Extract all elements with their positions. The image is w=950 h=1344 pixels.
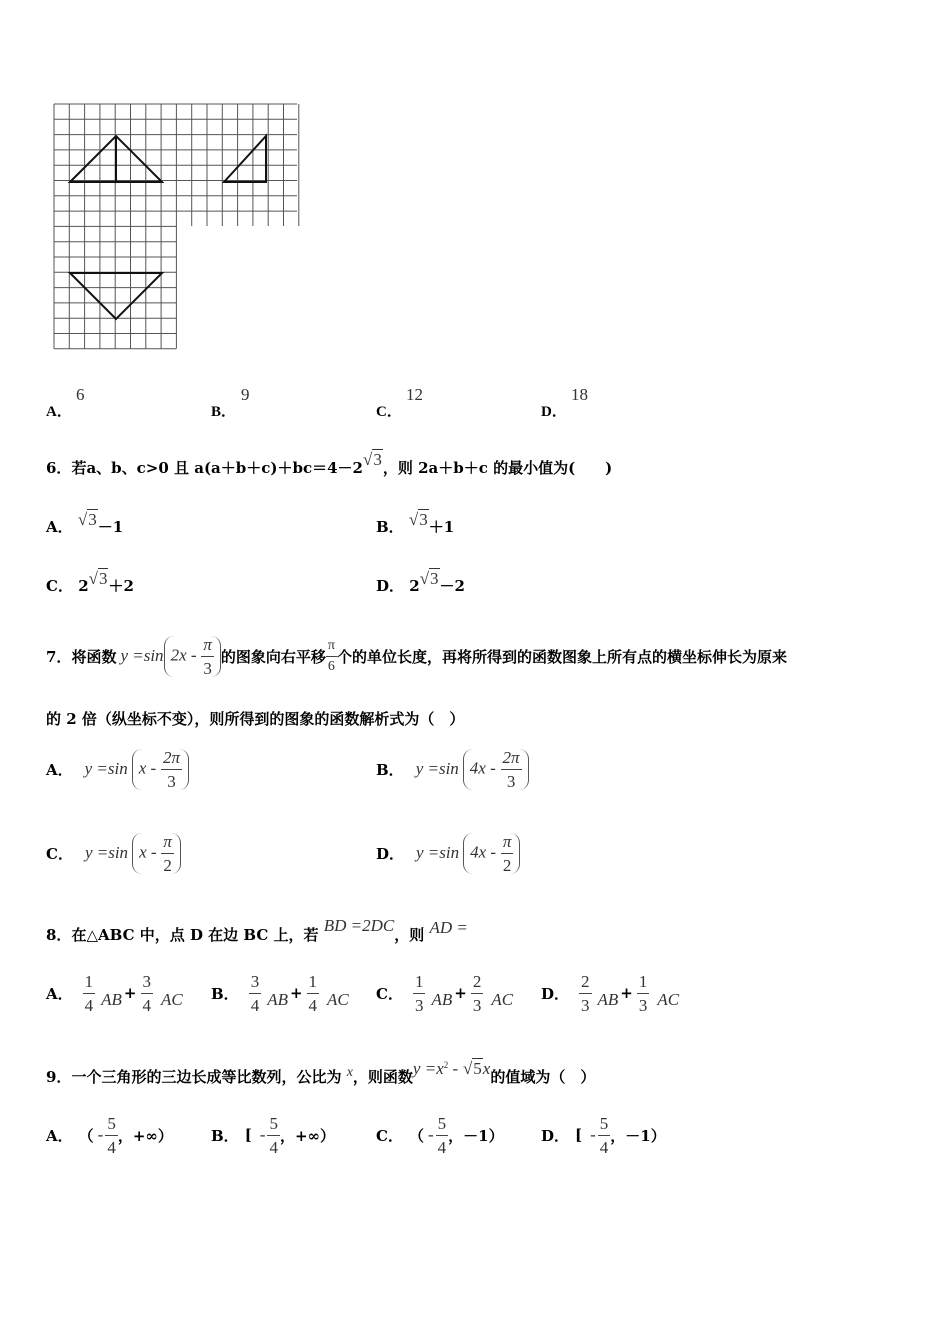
question-8 — [46, 916, 468, 945]
q8-option-c-n1: 1 — [413, 973, 426, 994]
q6-option-d: D． 2√3－2 — [376, 569, 465, 595]
q8-option-a-v2: AC — [161, 990, 183, 1009]
q8-option-b — [211, 968, 349, 1018]
q7-option-b-inner: 4x - — [469, 758, 496, 777]
q6-option-b-rad: 3 — [419, 510, 428, 529]
q7-option-a-prefix: y =sin — [84, 759, 128, 778]
q7-fn-prefix: y =sin — [120, 646, 164, 665]
q8-option-b-label: B． — [211, 984, 239, 1003]
q9-text-a: 一个三角形的三边长成等比数列，公比为 — [71, 1068, 342, 1086]
q8-option-a-n2: 3 — [141, 973, 154, 994]
q9-option-d-num: 5 — [598, 1115, 611, 1136]
q7-option-a-den: 3 — [167, 771, 176, 791]
q7-option-c-prefix: y =sin — [84, 843, 129, 862]
q9-option-b-open: [ — [244, 1126, 252, 1144]
q7-option-d-num: π — [501, 833, 514, 854]
triangle-bottom — [70, 273, 162, 319]
q8-option-c-label: C． — [376, 984, 403, 1003]
q9-text-b: ，则函数 — [352, 1068, 413, 1086]
grid-figure — [50, 100, 300, 355]
q6-option-c-label: C． — [46, 577, 73, 595]
q8-option-d-plus: + — [620, 984, 633, 1002]
q7-fn-den: 3 — [203, 658, 212, 678]
q8-option-c-v1: AB — [431, 990, 453, 1009]
q8-option-a-d1: 4 — [84, 995, 94, 1015]
q8-text-a: 在△ABC 中，点 D 在边 BC 上，若 — [71, 926, 319, 944]
q7-option-b-label: B． — [376, 760, 404, 779]
q6-option-a-post: －1 — [97, 518, 124, 536]
q5-option-a-value: 6 — [76, 385, 85, 404]
q9-option-c-close: ，－1） — [448, 1126, 504, 1145]
q6-option-c-pre: 2 — [78, 577, 89, 595]
q9-option-d-label: D． — [541, 1126, 570, 1145]
q6-option-d-rad: 3 — [430, 569, 439, 588]
q8-number: 8． — [46, 926, 72, 944]
q7-number: 7． — [46, 647, 72, 666]
q8-option-d-d1: 3 — [581, 995, 590, 1015]
q8-option-a-label: A． — [46, 984, 73, 1003]
q7-lead: 将函数 — [71, 647, 117, 666]
q6-sqrt: 3 — [373, 450, 382, 469]
q7-line2: 的 2 倍（纵坐标不变），则所得到的图象的函数解析式为（ ） — [46, 710, 465, 728]
q6-option-a: A． √3－1 — [46, 510, 124, 536]
q7-shift-den: 6 — [327, 658, 335, 674]
q6-condition: a、b、c>0 且 a(a＋b＋c)＋bc＝4－2 — [86, 459, 363, 477]
q9-fn-mid: - — [448, 1059, 459, 1078]
q6-option-d-post: －2 — [439, 577, 465, 595]
q9-option-a-label: A． — [46, 1126, 73, 1145]
q8-option-a-v1: AB — [101, 990, 122, 1009]
q9-option-b: B． [ - $\frac{5}{4}$ ，+∞） — [211, 1113, 336, 1157]
q7-option-b-den: 3 — [506, 771, 516, 791]
question-9: 9．一个三角形的三边长成等比数列，公比为 x，则函数$y =x^2 - √5x$的值域为（ ） — [46, 1059, 596, 1086]
q7-option-b — [376, 744, 529, 794]
q8-option-b-d2: 4 — [308, 995, 318, 1015]
q8-ask: AD = — [429, 918, 468, 937]
q8-text-b: ，则 — [394, 926, 425, 944]
q9-option-a: A． （ - $\frac{5}{4}$ ，+∞） — [46, 1113, 173, 1157]
q7-option-d-prefix: y =sin — [416, 843, 460, 862]
q9-option-c: C． （ - $\frac{5}{4}$ ，－1） — [376, 1113, 504, 1157]
q7-option-c — [46, 828, 181, 878]
q8-option-b-n1: 3 — [249, 973, 262, 994]
q7-option-c-num: π — [161, 833, 174, 854]
q8-option-b-n2: 1 — [307, 973, 320, 994]
q9-sup: 2 — [443, 1060, 449, 1070]
q6-option-b-label: B． — [376, 518, 404, 536]
q7-option-a-label: A． — [46, 760, 73, 779]
q6-option-a-label: A． — [46, 518, 73, 536]
q9-option-b-den: 4 — [269, 1137, 278, 1157]
q9-option-c-label: C． — [376, 1126, 403, 1145]
q6-option-a-rad: 3 — [88, 510, 97, 529]
q8-condition: BD =2DC — [323, 916, 395, 935]
q9-option-c-den: 4 — [437, 1137, 447, 1157]
question-6: 6．若a、b、c>0 且 a(a＋b＋c)＋bc＝4－2√3，则 2a＋b＋c 的最小值为( ) — [46, 450, 613, 477]
q9-option-b-label: B． — [211, 1126, 239, 1145]
q8-option-c-d2: 3 — [472, 995, 482, 1015]
q6-option-c-post: ＋2 — [108, 577, 134, 595]
q8-option-c — [376, 968, 513, 1018]
q5-option-b-value: 9 — [241, 385, 250, 404]
q7-shift-num: π — [326, 639, 337, 657]
q8-option-d-n2: 1 — [637, 973, 650, 994]
q7-option-c-label: C． — [46, 844, 73, 863]
q8-option-d — [541, 968, 679, 1018]
q9-rad: 5 — [473, 1059, 482, 1078]
q8-option-b-plus: + — [289, 984, 303, 1002]
q7-fn-num: π — [201, 636, 214, 657]
q9-option-d-open: [ — [575, 1126, 583, 1144]
q7-option-d — [376, 828, 520, 878]
q7-tail: 个的单位长度，再将所得到的函数图象上所有点的横坐标伸长为原来 — [336, 647, 787, 666]
q7-mid: 的图象向右平移 — [220, 647, 326, 666]
q9-option-a-close: ，+∞） — [117, 1126, 173, 1145]
q6-option-b-post: ＋1 — [428, 518, 455, 536]
q5-option-c-value: 12 — [406, 385, 423, 404]
q5-option-d-label: D． — [541, 404, 567, 420]
q9-option-c-num: 5 — [436, 1115, 449, 1136]
q8-option-c-plus: + — [454, 984, 467, 1002]
q9-var: x — [346, 1065, 353, 1080]
q9-option-d-close: ，－1） — [610, 1126, 666, 1145]
q9-option-b-num: 5 — [267, 1115, 280, 1136]
q9-fn: y =x — [412, 1059, 444, 1078]
q6-option-c-rad: 3 — [98, 569, 108, 588]
q7-option-a — [46, 744, 189, 794]
q6-text-a: 若 — [71, 459, 87, 477]
q9-option-a-den: 4 — [107, 1137, 116, 1157]
q9-option-b-close: ，+∞） — [279, 1126, 336, 1145]
q7-option-b-prefix: y =sin — [415, 759, 459, 778]
q9-fn-end: x — [482, 1059, 491, 1078]
q8-option-d-d2: 3 — [638, 995, 648, 1015]
q5-option-a-label: A． — [46, 404, 72, 420]
q8-option-c-v2: AC — [491, 990, 514, 1009]
q8-option-d-v1: AB — [597, 990, 619, 1009]
q8-option-d-v2: AC — [657, 990, 680, 1009]
q6-option-c: C． 2√3＋2 — [46, 569, 134, 595]
q8-option-a-d2: 4 — [142, 995, 151, 1015]
triangle-top-right — [224, 136, 266, 182]
q9-option-a-num: 5 — [105, 1115, 118, 1136]
q8-option-a-plus: + — [123, 984, 137, 1002]
q7-option-d-label: D． — [376, 844, 405, 863]
q7-option-a-inner: x - — [138, 758, 157, 777]
q9-text-c: 的值域为（ ） — [490, 1068, 596, 1086]
question-7 — [46, 626, 787, 686]
q8-option-a-n1: 1 — [83, 973, 96, 994]
q6-option-d-pre: 2 — [409, 577, 420, 595]
q8-option-a — [46, 968, 183, 1018]
q7-option-a-num: 2π — [161, 749, 182, 770]
q9-option-d-den: 4 — [599, 1137, 609, 1157]
q6-option-b: B． √3＋1 — [376, 510, 455, 536]
q7-option-b-num: 2π — [501, 749, 522, 770]
q7-fn-inner: 2x - — [170, 645, 197, 664]
q8-option-b-d1: 4 — [250, 995, 260, 1015]
q8-option-c-d1: 3 — [414, 995, 424, 1015]
q9-number: 9． — [46, 1068, 72, 1086]
q7-option-d-den: 2 — [502, 855, 512, 875]
q7-option-d-inner: 4x - — [470, 842, 497, 861]
q9-option-d: D． [ - $\frac{5}{4}$ ，－1） — [541, 1113, 666, 1157]
q6-number: 6． — [46, 459, 72, 477]
q8-option-b-v2: AC — [327, 990, 349, 1009]
q9-option-c-open: （ — [408, 1126, 424, 1145]
q7-option-c-inner: x - — [139, 842, 157, 861]
q8-option-d-n1: 2 — [579, 973, 592, 994]
q5-option-d-value: 18 — [571, 385, 588, 404]
q8-option-c-n2: 2 — [471, 973, 484, 994]
q6-text-b: ，则 2a＋b＋c 的最小值为( ) — [382, 459, 613, 477]
q7-option-c-den: 2 — [163, 855, 172, 875]
q6-option-d-label: D． — [376, 577, 405, 595]
q8-option-b-v1: AB — [267, 990, 288, 1009]
q5-option-c-label: C． — [376, 404, 402, 420]
q5-option-b-label: B． — [211, 404, 237, 420]
q9-option-a-open: （ — [78, 1126, 94, 1145]
q8-option-d-label: D． — [541, 984, 570, 1003]
